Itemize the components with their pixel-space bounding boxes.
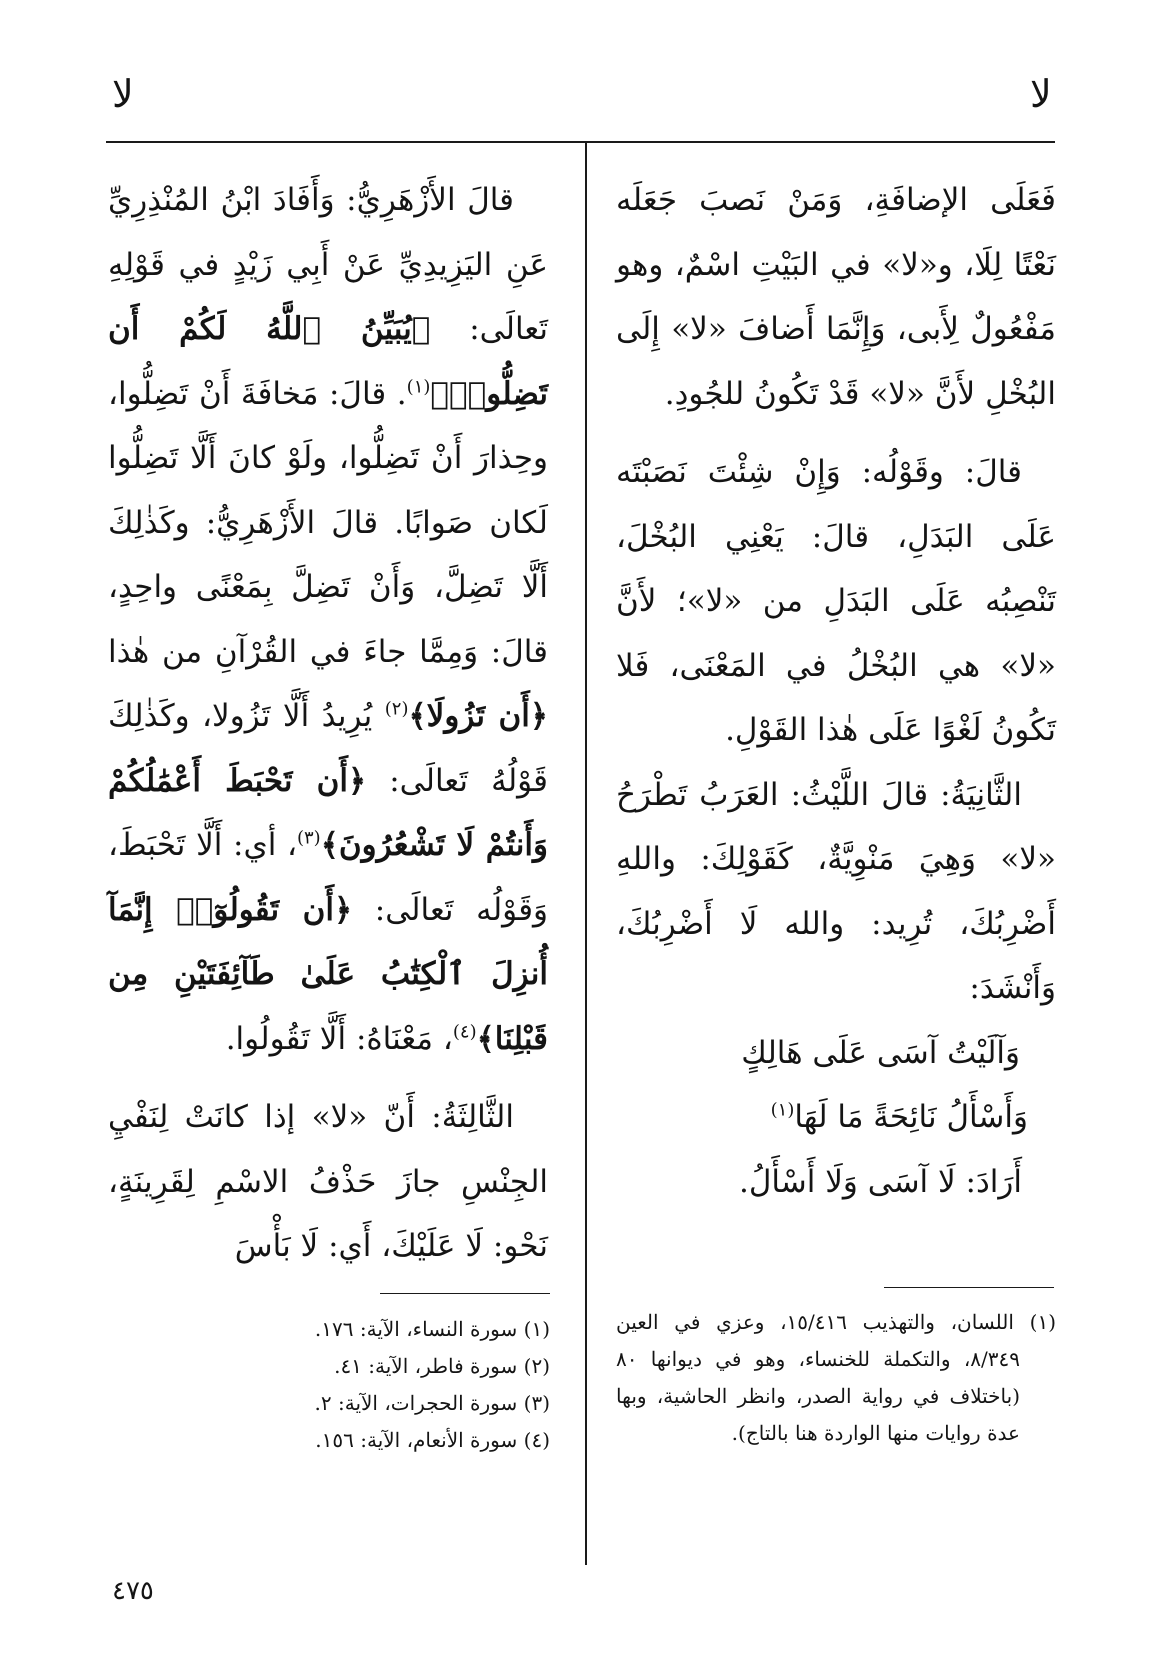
left-paragraph-1-text-b: . قالَ: مَخافَةَ أَنْ تَضِلُّوا، وحِذارَ أَنْ تَضِلُّوا، ولَوْ كانَ أَلَّا تَضِلُّوا لَكان صَوابًا. قالَ الأَزْهَرِيُّ: وكَذٰلِكَ أَلَّا تَضِلَّ، وَأَنْ تَضِلَّ بِمَعْنًى واحِدٍ، قالَ: وَمِمَّا جاءَ في القُرْآنِ من هٰذا	[108, 375, 548, 670]
running-header-left: لا	[112, 72, 134, 116]
right-paragraph-4: أَرَادَ: لَا آسَى وَلَا أَسْأَلُ.	[738, 1163, 1022, 1200]
left-paragraph-1-text-d: ، أي: أَلَّا تَحْبَطَ، وَقَوْلُه تَعالَى:	[108, 827, 548, 928]
footnote-item: (٢) سورة فاطر، الآية: ٤١.	[334, 1354, 550, 1378]
left-paragraph-1-text-a: قالَ الأَزْهَرِيُّ: وَأَفَادَ ابْنُ المُنْذِرِيِّ عَنِ اليَزِيدِيِّ عَنْ أَبِي زَيْدٍ في قَوْلِهِ تَعالَى:	[108, 182, 548, 347]
right-paragraph-2: قالَ: وقَوْلُه: وَإِنْ شِئْتَ نَصَبْتَه عَلَى البَدَلِ، قالَ: يَعْنِي البُخْلَ، تَنْصِبُه عَلَى البَدَلِ من «لا»؛ لأَنَّ «لا» هي البُخْلُ في المَعْنَى، فَلا تَكُونُ لَغْوًا عَلَى هٰذا القَوْلِ.	[616, 454, 1056, 748]
footnote-item: (٤) سورة الأنعام، الآية: ١٥٦.	[315, 1428, 550, 1452]
footnote-item: (١) اللسان، والتهذيب ١٥/٤١٦، وعزي في العين ٨/٣٤٩، والتكملة للخنساء، وهو في ديوانها ٨٠ (باختلاف في رواية الصدر، وانظر الحاشية، وبها عدة روايات منها الواردة هنا بالتاج).	[616, 1310, 1056, 1445]
footnote-rule-left	[380, 1293, 550, 1294]
footnote-marker: (١)	[406, 376, 431, 398]
quran-quote-2: ﴿أَن تَزُولَا﴾	[408, 698, 548, 734]
verse-line-2-text: وَأَسْأَلُ نَائِحَةً مَا لَهَا	[794, 1099, 1028, 1135]
quran-quote-4: ﴿أَن تَقُولُوٓا۟ إِنَّمَآ أُنزِلَ ٱلْكِتَٰبُ عَلَىٰ طَآئِفَتَيْنِ مِن قَبْلِنَا﴾	[108, 891, 548, 1057]
footnotes-right	[616, 1304, 1056, 1452]
verse-line-2	[616, 1085, 1056, 1150]
quran-quote-1: ﴿يُبَيِّنُ ٱللَّهُ لَكُمْ أَن تَضِلُّوا۟﴾	[108, 311, 548, 412]
paragraph-gap	[616, 426, 1056, 440]
left-paragraph-1	[108, 168, 548, 1071]
footnote-rule-right	[884, 1287, 1054, 1288]
footnote-marker: (١)	[770, 1099, 795, 1121]
paragraph-gap	[108, 1071, 548, 1085]
column-divider	[585, 142, 587, 1565]
left-column	[108, 168, 548, 1279]
page-number: ٤٧٥	[112, 1576, 154, 1606]
footnote-marker: (٣)	[296, 827, 321, 849]
header-rule	[106, 141, 1055, 143]
right-column	[616, 168, 1056, 1214]
running-header-right: لا	[1030, 72, 1052, 116]
footnote-marker: (٤)	[452, 1021, 477, 1043]
left-paragraph-2: الثَّالِثَةُ: أَنّ «لا» إذا كانَتْ لِنَفْيِ الجِنْسِ جازَ حَذْفُ الاسْمِ لِقَرِينَةٍ، نَحْو: لَا عَلَيْكَ، أَي: لَا بَأْسَ	[108, 1099, 548, 1264]
left-paragraph-1-text-e: ، مَعْنَاهُ: أَلَّا تَقُولُوا.	[225, 1020, 453, 1057]
footnote-item: (١) سورة النساء، الآية: ١٧٦.	[314, 1317, 550, 1341]
left-paragraph-1-text-c: يُرِيدُ أَلَّا تَزُولا، وكَذٰلِكَ قَوْلُهُ تَعالَى:	[108, 698, 548, 799]
right-paragraph-3: الثَّانِيَةُ: قالَ اللَّيْثُ: العَرَبُ تَطْرَحُ «لا» وَهِيَ مَنْوِيَّةٌ، كَقَوْلِكَ: واللهِ أَضْرِبُكَ، تُرِيد: والله لَا أَضْرِبُكَ، وَأَنْشَدَ:	[616, 776, 1056, 1006]
right-paragraph-1: فَعَلَى الإضافَةِ، وَمَنْ نَصبَ جَعَلَه نَعْتًا لِلَا، و«لا» في البَيْتِ اسْمٌ، وهو مَفْعُولٌ لِأَبى، وَإِنَّمَا أَضافَ «لا» إِلَى البُخْلِ لأَنَّ «لا» قَدْ تَكُونُ للجُودِ.	[616, 182, 1056, 412]
footnote-marker: (٢)	[384, 698, 409, 720]
footnote-item: (٣) سورة الحجرات، الآية: ٢.	[314, 1391, 550, 1415]
verse-line-1: وَآلَيْتُ آسَى عَلَى هَالِكٍ	[741, 1034, 1020, 1071]
quran-quote-3: ﴿أَن تَحْبَطَ أَعْمَٰلُكُمْ وَأَنتُمْ لَا تَشْعُرُونَ﴾	[108, 762, 548, 863]
footnotes-left	[200, 1311, 550, 1459]
